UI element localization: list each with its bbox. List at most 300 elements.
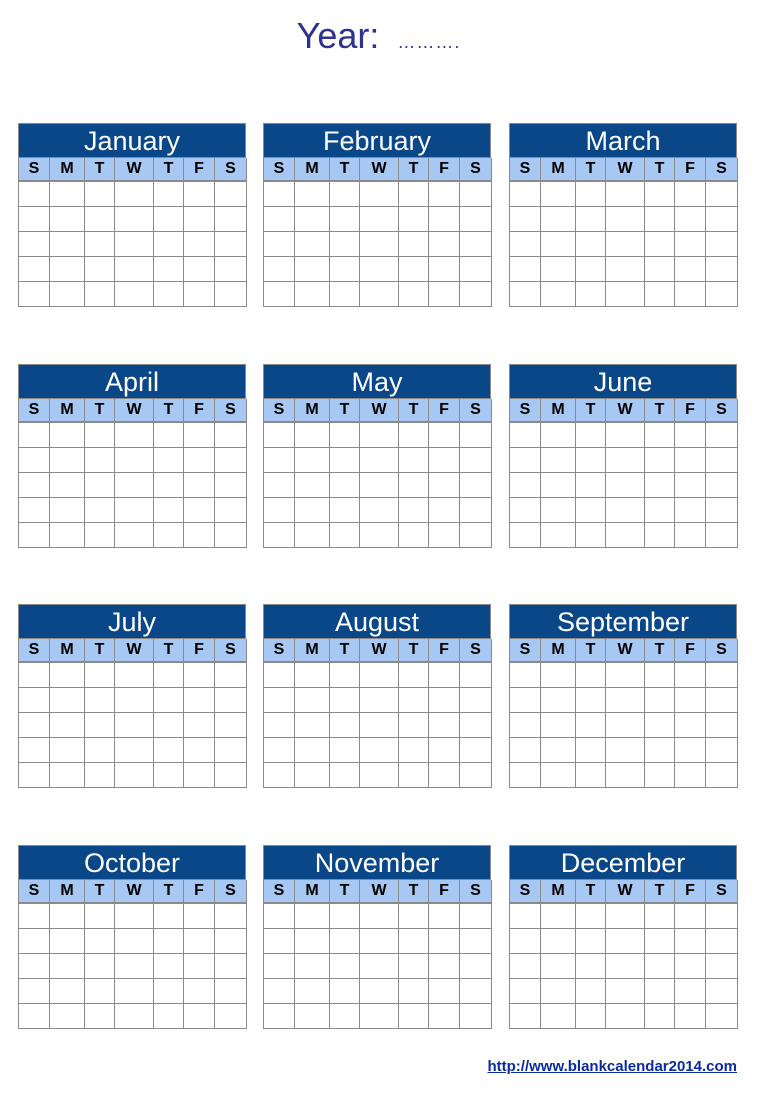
day-cell[interactable] xyxy=(460,763,492,788)
day-cell[interactable] xyxy=(184,1004,215,1029)
day-cell[interactable] xyxy=(576,182,606,207)
day-cell[interactable] xyxy=(510,1004,541,1029)
day-cell[interactable] xyxy=(295,904,330,929)
day-cell[interactable] xyxy=(606,257,645,282)
day-cell[interactable] xyxy=(215,954,247,979)
day-cell[interactable] xyxy=(399,738,429,763)
day-cell[interactable] xyxy=(215,688,247,713)
day-cell[interactable] xyxy=(184,282,215,307)
day-cell[interactable] xyxy=(510,232,541,257)
day-cell[interactable] xyxy=(50,763,85,788)
day-cell[interactable] xyxy=(675,713,706,738)
day-cell[interactable] xyxy=(399,473,429,498)
day-cell[interactable] xyxy=(50,954,85,979)
day-cell[interactable] xyxy=(85,207,115,232)
day-cell[interactable] xyxy=(115,979,154,1004)
day-cell[interactable] xyxy=(510,929,541,954)
day-cell[interactable] xyxy=(154,257,184,282)
day-cell[interactable] xyxy=(85,904,115,929)
day-cell[interactable] xyxy=(429,207,460,232)
day-cell[interactable] xyxy=(399,904,429,929)
day-cell[interactable] xyxy=(429,232,460,257)
day-cell[interactable] xyxy=(215,663,247,688)
day-cell[interactable] xyxy=(360,257,399,282)
day-cell[interactable] xyxy=(675,423,706,448)
day-cell[interactable] xyxy=(399,498,429,523)
day-cell[interactable] xyxy=(675,498,706,523)
day-cell[interactable] xyxy=(330,473,360,498)
day-cell[interactable] xyxy=(215,979,247,1004)
day-cell[interactable] xyxy=(576,904,606,929)
day-cell[interactable] xyxy=(184,523,215,548)
day-cell[interactable] xyxy=(541,663,576,688)
day-cell[interactable] xyxy=(19,282,50,307)
day-cell[interactable] xyxy=(154,182,184,207)
day-cell[interactable] xyxy=(295,257,330,282)
day-cell[interactable] xyxy=(706,257,738,282)
day-cell[interactable] xyxy=(215,257,247,282)
day-cell[interactable] xyxy=(215,498,247,523)
day-cell[interactable] xyxy=(264,1004,295,1029)
day-cell[interactable] xyxy=(645,473,675,498)
day-cell[interactable] xyxy=(295,763,330,788)
day-cell[interactable] xyxy=(510,763,541,788)
day-cell[interactable] xyxy=(645,232,675,257)
day-cell[interactable] xyxy=(429,904,460,929)
day-cell[interactable] xyxy=(50,207,85,232)
day-cell[interactable] xyxy=(115,282,154,307)
day-cell[interactable] xyxy=(645,257,675,282)
day-cell[interactable] xyxy=(606,423,645,448)
day-cell[interactable] xyxy=(215,182,247,207)
day-cell[interactable] xyxy=(115,1004,154,1029)
day-cell[interactable] xyxy=(460,282,492,307)
day-cell[interactable] xyxy=(429,713,460,738)
day-cell[interactable] xyxy=(85,979,115,1004)
day-cell[interactable] xyxy=(606,713,645,738)
day-cell[interactable] xyxy=(295,979,330,1004)
day-cell[interactable] xyxy=(675,904,706,929)
day-cell[interactable] xyxy=(215,904,247,929)
day-cell[interactable] xyxy=(606,663,645,688)
day-cell[interactable] xyxy=(154,738,184,763)
day-cell[interactable] xyxy=(399,182,429,207)
day-cell[interactable] xyxy=(510,904,541,929)
day-cell[interactable] xyxy=(264,232,295,257)
day-cell[interactable] xyxy=(184,738,215,763)
day-cell[interactable] xyxy=(184,232,215,257)
day-cell[interactable] xyxy=(429,929,460,954)
day-cell[interactable] xyxy=(399,232,429,257)
day-cell[interactable] xyxy=(85,688,115,713)
day-cell[interactable] xyxy=(154,498,184,523)
day-cell[interactable] xyxy=(330,904,360,929)
day-cell[interactable] xyxy=(360,763,399,788)
day-cell[interactable] xyxy=(115,423,154,448)
day-cell[interactable] xyxy=(576,257,606,282)
day-cell[interactable] xyxy=(85,473,115,498)
day-cell[interactable] xyxy=(330,979,360,1004)
day-cell[interactable] xyxy=(645,904,675,929)
day-cell[interactable] xyxy=(706,523,738,548)
day-cell[interactable] xyxy=(295,713,330,738)
day-cell[interactable] xyxy=(19,713,50,738)
day-cell[interactable] xyxy=(184,207,215,232)
day-cell[interactable] xyxy=(360,1004,399,1029)
day-cell[interactable] xyxy=(429,448,460,473)
day-cell[interactable] xyxy=(645,423,675,448)
day-cell[interactable] xyxy=(295,448,330,473)
day-cell[interactable] xyxy=(19,257,50,282)
day-cell[interactable] xyxy=(85,423,115,448)
day-cell[interactable] xyxy=(675,929,706,954)
day-cell[interactable] xyxy=(510,498,541,523)
day-cell[interactable] xyxy=(510,257,541,282)
day-cell[interactable] xyxy=(85,763,115,788)
day-cell[interactable] xyxy=(154,448,184,473)
day-cell[interactable] xyxy=(675,473,706,498)
day-cell[interactable] xyxy=(606,688,645,713)
day-cell[interactable] xyxy=(541,523,576,548)
day-cell[interactable] xyxy=(19,232,50,257)
day-cell[interactable] xyxy=(360,688,399,713)
day-cell[interactable] xyxy=(360,423,399,448)
day-cell[interactable] xyxy=(541,688,576,713)
day-cell[interactable] xyxy=(330,763,360,788)
day-cell[interactable] xyxy=(50,1004,85,1029)
day-cell[interactable] xyxy=(264,979,295,1004)
day-cell[interactable] xyxy=(576,207,606,232)
day-cell[interactable] xyxy=(330,954,360,979)
day-cell[interactable] xyxy=(360,207,399,232)
day-cell[interactable] xyxy=(606,763,645,788)
day-cell[interactable] xyxy=(154,688,184,713)
day-cell[interactable] xyxy=(576,954,606,979)
day-cell[interactable] xyxy=(264,282,295,307)
day-cell[interactable] xyxy=(330,688,360,713)
day-cell[interactable] xyxy=(675,663,706,688)
day-cell[interactable] xyxy=(576,763,606,788)
day-cell[interactable] xyxy=(645,182,675,207)
day-cell[interactable] xyxy=(645,523,675,548)
day-cell[interactable] xyxy=(184,473,215,498)
day-cell[interactable] xyxy=(115,257,154,282)
day-cell[interactable] xyxy=(460,954,492,979)
day-cell[interactable] xyxy=(264,713,295,738)
day-cell[interactable] xyxy=(264,498,295,523)
day-cell[interactable] xyxy=(429,257,460,282)
day-cell[interactable] xyxy=(330,282,360,307)
day-cell[interactable] xyxy=(706,423,738,448)
day-cell[interactable] xyxy=(115,738,154,763)
day-cell[interactable] xyxy=(460,232,492,257)
day-cell[interactable] xyxy=(576,979,606,1004)
day-cell[interactable] xyxy=(606,182,645,207)
day-cell[interactable] xyxy=(264,448,295,473)
day-cell[interactable] xyxy=(154,473,184,498)
day-cell[interactable] xyxy=(606,207,645,232)
day-cell[interactable] xyxy=(19,954,50,979)
day-cell[interactable] xyxy=(606,1004,645,1029)
day-cell[interactable] xyxy=(85,663,115,688)
day-cell[interactable] xyxy=(576,282,606,307)
day-cell[interactable] xyxy=(154,423,184,448)
day-cell[interactable] xyxy=(541,929,576,954)
day-cell[interactable] xyxy=(215,523,247,548)
day-cell[interactable] xyxy=(50,713,85,738)
day-cell[interactable] xyxy=(115,954,154,979)
day-cell[interactable] xyxy=(541,713,576,738)
day-cell[interactable] xyxy=(706,979,738,1004)
day-cell[interactable] xyxy=(50,904,85,929)
day-cell[interactable] xyxy=(115,207,154,232)
day-cell[interactable] xyxy=(360,929,399,954)
day-cell[interactable] xyxy=(330,523,360,548)
day-cell[interactable] xyxy=(115,182,154,207)
day-cell[interactable] xyxy=(264,663,295,688)
day-cell[interactable] xyxy=(215,738,247,763)
day-cell[interactable] xyxy=(606,979,645,1004)
day-cell[interactable] xyxy=(154,1004,184,1029)
day-cell[interactable] xyxy=(85,713,115,738)
day-cell[interactable] xyxy=(184,257,215,282)
day-cell[interactable] xyxy=(184,663,215,688)
day-cell[interactable] xyxy=(154,954,184,979)
day-cell[interactable] xyxy=(360,473,399,498)
day-cell[interactable] xyxy=(675,207,706,232)
day-cell[interactable] xyxy=(50,282,85,307)
day-cell[interactable] xyxy=(264,929,295,954)
day-cell[interactable] xyxy=(399,688,429,713)
day-cell[interactable] xyxy=(675,979,706,1004)
day-cell[interactable] xyxy=(295,473,330,498)
day-cell[interactable] xyxy=(154,663,184,688)
day-cell[interactable] xyxy=(541,448,576,473)
day-cell[interactable] xyxy=(19,979,50,1004)
day-cell[interactable] xyxy=(645,979,675,1004)
day-cell[interactable] xyxy=(429,954,460,979)
day-cell[interactable] xyxy=(429,738,460,763)
day-cell[interactable] xyxy=(460,423,492,448)
day-cell[interactable] xyxy=(295,929,330,954)
day-cell[interactable] xyxy=(576,929,606,954)
day-cell[interactable] xyxy=(675,257,706,282)
day-cell[interactable] xyxy=(510,182,541,207)
day-cell[interactable] xyxy=(50,498,85,523)
day-cell[interactable] xyxy=(115,498,154,523)
day-cell[interactable] xyxy=(184,498,215,523)
day-cell[interactable] xyxy=(645,713,675,738)
day-cell[interactable] xyxy=(330,232,360,257)
day-cell[interactable] xyxy=(460,473,492,498)
day-cell[interactable] xyxy=(606,523,645,548)
day-cell[interactable] xyxy=(330,207,360,232)
day-cell[interactable] xyxy=(154,523,184,548)
day-cell[interactable] xyxy=(115,473,154,498)
day-cell[interactable] xyxy=(675,738,706,763)
day-cell[interactable] xyxy=(706,232,738,257)
day-cell[interactable] xyxy=(675,232,706,257)
day-cell[interactable] xyxy=(510,523,541,548)
day-cell[interactable] xyxy=(264,523,295,548)
day-cell[interactable] xyxy=(295,423,330,448)
day-cell[interactable] xyxy=(19,663,50,688)
day-cell[interactable] xyxy=(399,282,429,307)
day-cell[interactable] xyxy=(706,954,738,979)
day-cell[interactable] xyxy=(154,232,184,257)
day-cell[interactable] xyxy=(19,523,50,548)
day-cell[interactable] xyxy=(360,738,399,763)
day-cell[interactable] xyxy=(360,904,399,929)
day-cell[interactable] xyxy=(154,763,184,788)
day-cell[interactable] xyxy=(295,232,330,257)
day-cell[interactable] xyxy=(115,929,154,954)
day-cell[interactable] xyxy=(264,473,295,498)
day-cell[interactable] xyxy=(576,473,606,498)
day-cell[interactable] xyxy=(184,713,215,738)
day-cell[interactable] xyxy=(510,207,541,232)
day-cell[interactable] xyxy=(215,713,247,738)
day-cell[interactable] xyxy=(360,182,399,207)
day-cell[interactable] xyxy=(85,257,115,282)
day-cell[interactable] xyxy=(19,904,50,929)
day-cell[interactable] xyxy=(606,473,645,498)
day-cell[interactable] xyxy=(50,448,85,473)
footer-link[interactable]: http://www.blankcalendar2014.com xyxy=(487,1058,737,1075)
day-cell[interactable] xyxy=(184,448,215,473)
day-cell[interactable] xyxy=(19,207,50,232)
day-cell[interactable] xyxy=(184,763,215,788)
day-cell[interactable] xyxy=(154,207,184,232)
day-cell[interactable] xyxy=(264,423,295,448)
day-cell[interactable] xyxy=(645,929,675,954)
day-cell[interactable] xyxy=(645,1004,675,1029)
day-cell[interactable] xyxy=(576,738,606,763)
day-cell[interactable] xyxy=(19,182,50,207)
day-cell[interactable] xyxy=(606,282,645,307)
day-cell[interactable] xyxy=(675,954,706,979)
day-cell[interactable] xyxy=(184,904,215,929)
day-cell[interactable] xyxy=(50,182,85,207)
day-cell[interactable] xyxy=(510,713,541,738)
day-cell[interactable] xyxy=(645,663,675,688)
day-cell[interactable] xyxy=(510,282,541,307)
day-cell[interactable] xyxy=(706,713,738,738)
day-cell[interactable] xyxy=(645,954,675,979)
day-cell[interactable] xyxy=(541,182,576,207)
day-cell[interactable] xyxy=(541,979,576,1004)
day-cell[interactable] xyxy=(399,713,429,738)
day-cell[interactable] xyxy=(541,282,576,307)
day-cell[interactable] xyxy=(541,423,576,448)
day-cell[interactable] xyxy=(576,663,606,688)
day-cell[interactable] xyxy=(264,182,295,207)
day-cell[interactable] xyxy=(330,182,360,207)
day-cell[interactable] xyxy=(429,1004,460,1029)
day-cell[interactable] xyxy=(429,523,460,548)
day-cell[interactable] xyxy=(19,448,50,473)
day-cell[interactable] xyxy=(675,763,706,788)
day-cell[interactable] xyxy=(706,473,738,498)
day-cell[interactable] xyxy=(429,688,460,713)
day-cell[interactable] xyxy=(706,688,738,713)
day-cell[interactable] xyxy=(460,257,492,282)
day-cell[interactable] xyxy=(460,207,492,232)
day-cell[interactable] xyxy=(19,498,50,523)
day-cell[interactable] xyxy=(541,738,576,763)
day-cell[interactable] xyxy=(184,688,215,713)
day-cell[interactable] xyxy=(706,182,738,207)
day-cell[interactable] xyxy=(85,738,115,763)
day-cell[interactable] xyxy=(19,473,50,498)
day-cell[interactable] xyxy=(264,257,295,282)
day-cell[interactable] xyxy=(50,473,85,498)
day-cell[interactable] xyxy=(606,232,645,257)
day-cell[interactable] xyxy=(399,423,429,448)
day-cell[interactable] xyxy=(215,448,247,473)
day-cell[interactable] xyxy=(429,498,460,523)
day-cell[interactable] xyxy=(460,929,492,954)
day-cell[interactable] xyxy=(645,738,675,763)
day-cell[interactable] xyxy=(399,979,429,1004)
day-cell[interactable] xyxy=(360,448,399,473)
day-cell[interactable] xyxy=(360,954,399,979)
day-cell[interactable] xyxy=(215,423,247,448)
day-cell[interactable] xyxy=(330,423,360,448)
day-cell[interactable] xyxy=(264,763,295,788)
day-cell[interactable] xyxy=(115,688,154,713)
day-cell[interactable] xyxy=(85,523,115,548)
day-cell[interactable] xyxy=(510,663,541,688)
day-cell[interactable] xyxy=(460,688,492,713)
day-cell[interactable] xyxy=(541,473,576,498)
day-cell[interactable] xyxy=(330,257,360,282)
day-cell[interactable] xyxy=(50,738,85,763)
day-cell[interactable] xyxy=(576,232,606,257)
day-cell[interactable] xyxy=(541,763,576,788)
day-cell[interactable] xyxy=(85,282,115,307)
day-cell[interactable] xyxy=(184,182,215,207)
day-cell[interactable] xyxy=(215,282,247,307)
day-cell[interactable] xyxy=(606,929,645,954)
day-cell[interactable] xyxy=(264,688,295,713)
day-cell[interactable] xyxy=(429,282,460,307)
day-cell[interactable] xyxy=(706,282,738,307)
day-cell[interactable] xyxy=(541,1004,576,1029)
day-cell[interactable] xyxy=(19,688,50,713)
day-cell[interactable] xyxy=(399,663,429,688)
day-cell[interactable] xyxy=(85,954,115,979)
day-cell[interactable] xyxy=(215,1004,247,1029)
day-cell[interactable] xyxy=(115,904,154,929)
day-cell[interactable] xyxy=(115,713,154,738)
day-cell[interactable] xyxy=(606,738,645,763)
day-cell[interactable] xyxy=(50,688,85,713)
day-cell[interactable] xyxy=(19,763,50,788)
day-cell[interactable] xyxy=(606,448,645,473)
day-cell[interactable] xyxy=(330,929,360,954)
day-cell[interactable] xyxy=(50,979,85,1004)
day-cell[interactable] xyxy=(115,448,154,473)
day-cell[interactable] xyxy=(184,423,215,448)
day-cell[interactable] xyxy=(706,498,738,523)
day-cell[interactable] xyxy=(510,423,541,448)
day-cell[interactable] xyxy=(264,954,295,979)
day-cell[interactable] xyxy=(645,207,675,232)
day-cell[interactable] xyxy=(645,498,675,523)
day-cell[interactable] xyxy=(295,498,330,523)
day-cell[interactable] xyxy=(429,763,460,788)
